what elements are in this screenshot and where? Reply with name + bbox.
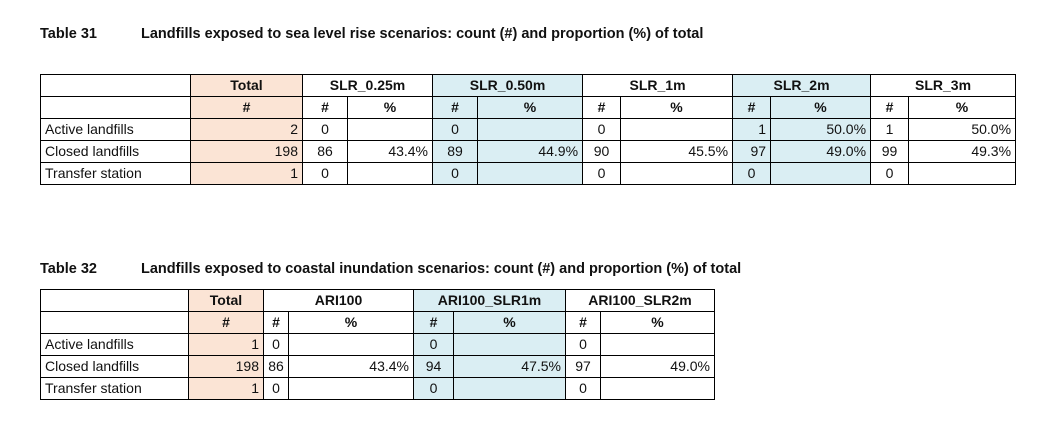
table-32-title: Landfills exposed to coastal inundation scenarios: count (#) and proportion (%) of total — [141, 261, 742, 277]
header-row-scenarios — [41, 290, 715, 312]
percent-value — [601, 334, 715, 356]
scenario-header: ARI100_SLR2m — [566, 290, 715, 312]
count-value: 0 — [303, 119, 348, 141]
percent-value: 47.5% — [454, 356, 566, 378]
count-value: 0 — [264, 378, 289, 400]
count-header: # — [583, 97, 621, 119]
percent-value: 49.3% — [909, 141, 1016, 163]
table-32-number: Table 32 — [40, 261, 97, 277]
percent-header: % — [348, 97, 433, 119]
table-row — [41, 356, 715, 378]
table-31 — [40, 74, 1016, 185]
row-label: Active landfills — [41, 119, 191, 141]
percent-header: % — [478, 97, 583, 119]
percent-value — [289, 378, 414, 400]
count-value: 1 — [733, 119, 771, 141]
corner-cell-lower — [41, 312, 189, 334]
row-label: Closed landfills — [41, 356, 189, 378]
percent-value — [621, 163, 733, 185]
table-row — [41, 163, 1016, 185]
count-header: # — [733, 97, 771, 119]
count-value: 0 — [414, 334, 454, 356]
count-value: 86 — [303, 141, 348, 163]
percent-header: % — [771, 97, 871, 119]
corner-cell — [41, 75, 191, 97]
count-value: 0 — [583, 163, 621, 185]
total-count-header: # — [191, 97, 303, 119]
count-header: # — [871, 97, 909, 119]
table-31-caption — [40, 26, 704, 42]
count-value: 1 — [871, 119, 909, 141]
count-value: 0 — [414, 378, 454, 400]
row-label: Transfer station — [41, 163, 191, 185]
percent-value — [621, 119, 733, 141]
percent-header: % — [454, 312, 566, 334]
total-value: 1 — [189, 334, 264, 356]
percent-value: 43.4% — [348, 141, 433, 163]
percent-value — [771, 163, 871, 185]
count-value: 0 — [871, 163, 909, 185]
percent-value: 50.0% — [771, 119, 871, 141]
total-header: Total — [191, 75, 303, 97]
percent-value — [601, 378, 715, 400]
count-header: # — [433, 97, 478, 119]
total-header: Total — [189, 290, 264, 312]
percent-value: 49.0% — [771, 141, 871, 163]
scenario-header: SLR_2m — [733, 75, 871, 97]
table-32-caption — [40, 261, 742, 277]
count-value: 0 — [433, 119, 478, 141]
total-value: 1 — [189, 378, 264, 400]
table-31-number: Table 31 — [40, 26, 97, 42]
percent-value: 43.4% — [289, 356, 414, 378]
header-row-units — [41, 97, 1016, 119]
table-row — [41, 334, 715, 356]
count-value: 0 — [583, 119, 621, 141]
percent-value — [348, 163, 433, 185]
scenario-header: SLR_1m — [583, 75, 733, 97]
count-value: 0 — [733, 163, 771, 185]
table-row — [41, 378, 715, 400]
table-row — [41, 141, 1016, 163]
count-value: 89 — [433, 141, 478, 163]
count-value: 99 — [871, 141, 909, 163]
percent-value — [909, 163, 1016, 185]
percent-header: % — [621, 97, 733, 119]
count-value: 90 — [583, 141, 621, 163]
percent-value: 45.5% — [621, 141, 733, 163]
row-label: Transfer station — [41, 378, 189, 400]
percent-value — [454, 334, 566, 356]
header-row-units — [41, 312, 715, 334]
total-value: 198 — [189, 356, 264, 378]
scenario-header: ARI100 — [264, 290, 414, 312]
percent-header: % — [909, 97, 1016, 119]
count-value: 0 — [566, 334, 601, 356]
percent-header: % — [601, 312, 715, 334]
percent-value — [289, 334, 414, 356]
percent-value — [478, 119, 583, 141]
count-value: 97 — [733, 141, 771, 163]
count-value: 0 — [433, 163, 478, 185]
count-value: 94 — [414, 356, 454, 378]
count-value: 0 — [264, 334, 289, 356]
scenario-header: SLR_0.25m — [303, 75, 433, 97]
total-value: 2 — [191, 119, 303, 141]
percent-value — [478, 163, 583, 185]
percent-value: 44.9% — [478, 141, 583, 163]
count-header: # — [264, 312, 289, 334]
corner-cell-lower — [41, 97, 191, 119]
corner-cell — [41, 290, 189, 312]
total-value: 198 — [191, 141, 303, 163]
count-value: 97 — [566, 356, 601, 378]
percent-value — [454, 378, 566, 400]
percent-value: 50.0% — [909, 119, 1016, 141]
percent-value — [348, 119, 433, 141]
scenario-header: SLR_0.50m — [433, 75, 583, 97]
count-value: 0 — [566, 378, 601, 400]
table-row — [41, 119, 1016, 141]
row-label: Closed landfills — [41, 141, 191, 163]
count-header: # — [303, 97, 348, 119]
percent-value: 49.0% — [601, 356, 715, 378]
count-header: # — [566, 312, 601, 334]
count-header: # — [414, 312, 454, 334]
total-value: 1 — [191, 163, 303, 185]
total-count-header: # — [189, 312, 264, 334]
header-row-scenarios — [41, 75, 1016, 97]
percent-header: % — [289, 312, 414, 334]
table-31-title: Landfills exposed to sea level rise scenarios: count (#) and proportion (%) of total — [141, 26, 704, 42]
count-value: 86 — [264, 356, 289, 378]
row-label: Active landfills — [41, 334, 189, 356]
scenario-header: ARI100_SLR1m — [414, 290, 566, 312]
table-32 — [40, 289, 715, 400]
count-value: 0 — [303, 163, 348, 185]
scenario-header: SLR_3m — [871, 75, 1016, 97]
